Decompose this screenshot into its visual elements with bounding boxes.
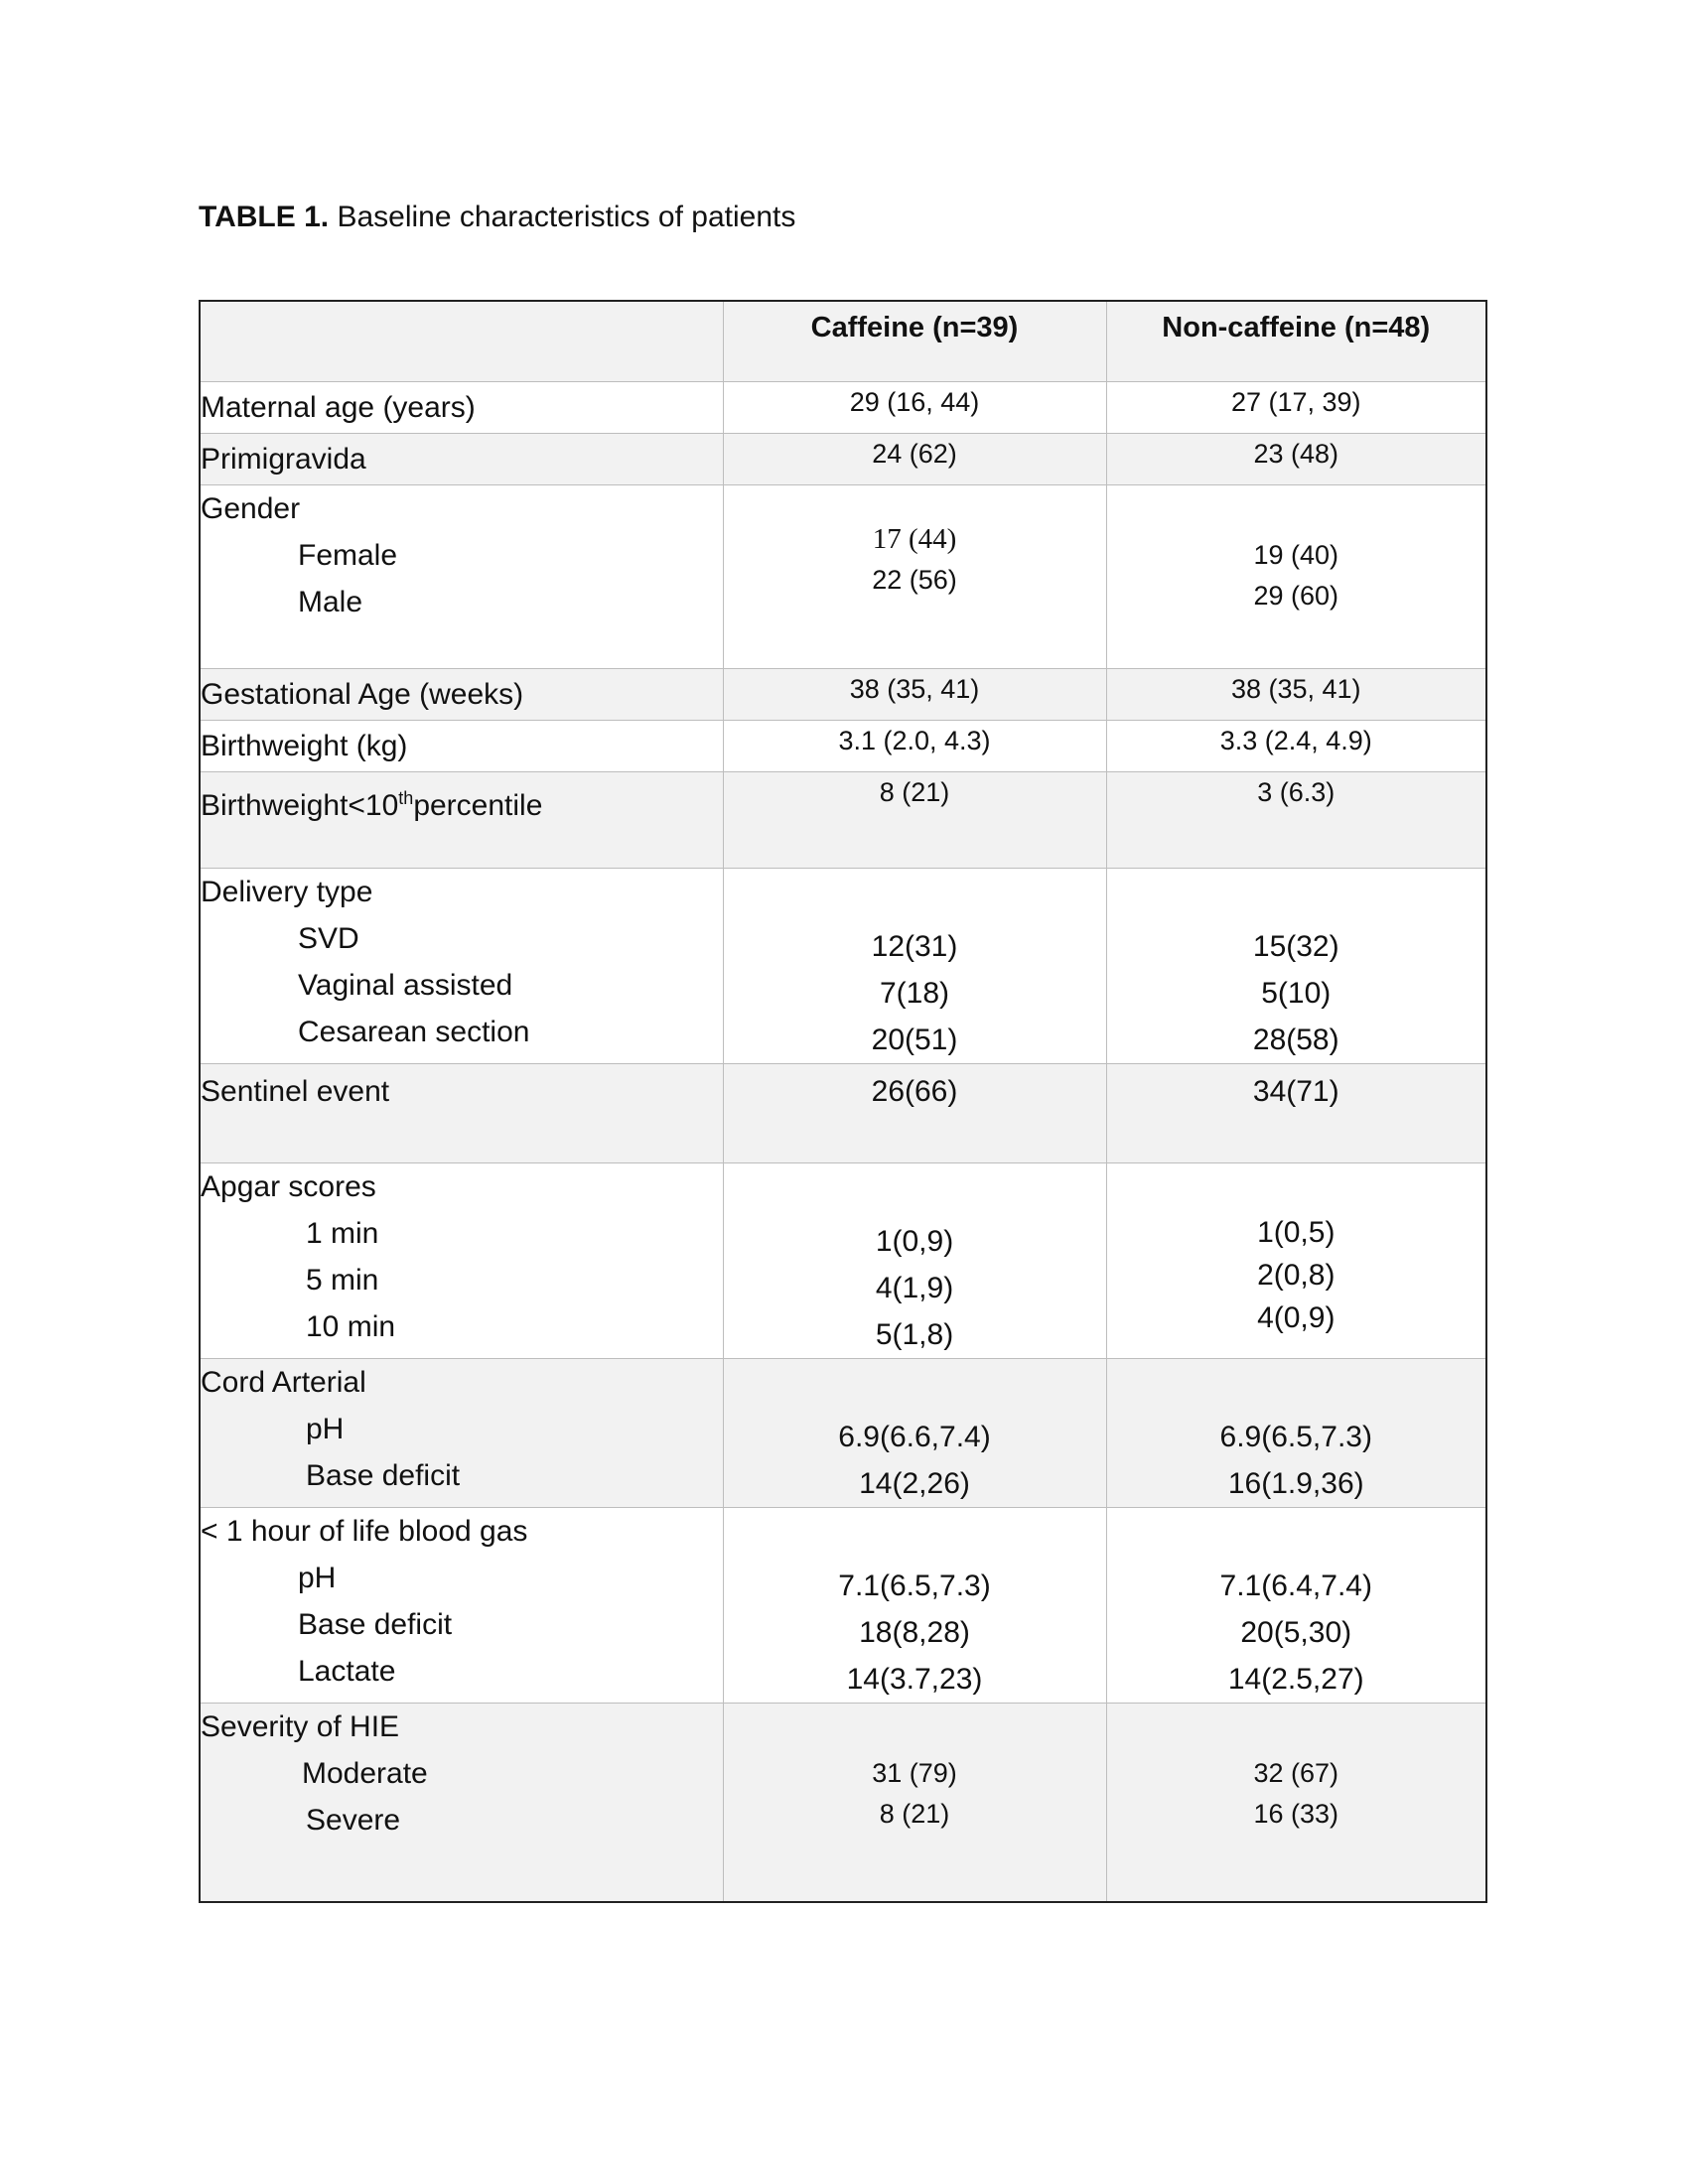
cell-noncaffeine bbox=[1106, 1359, 1486, 1508]
row-label: < 1 hour of life blood gas bbox=[201, 1515, 528, 1548]
row-sublabel: 1 min bbox=[306, 1217, 379, 1250]
row-sublabel: Cesarean section bbox=[298, 1016, 530, 1048]
cell-value: 4(0,9) bbox=[1257, 1301, 1336, 1334]
cell-value: 6.9(6.5,7.3) bbox=[1219, 1421, 1372, 1453]
cell-caffeine bbox=[723, 1359, 1106, 1508]
row-sublabel: Moderate bbox=[302, 1757, 428, 1790]
table-row bbox=[200, 1359, 1486, 1508]
row-sublabel: Vaginal assisted bbox=[298, 969, 513, 1002]
row-sublabel: pH bbox=[306, 1413, 345, 1445]
cell-caffeine: 3.1 (2.0, 4.3) bbox=[723, 721, 1106, 772]
row-label: Maternal age (years) bbox=[200, 382, 723, 434]
cell-value: 5(1,8) bbox=[875, 1318, 954, 1351]
header-row bbox=[200, 301, 1486, 382]
row-label: Primigravida bbox=[200, 434, 723, 485]
row-sublabel: SVD bbox=[298, 922, 359, 955]
cell-value: 7.1(6.5,7.3) bbox=[838, 1570, 991, 1602]
row-sublabel: 5 min bbox=[306, 1264, 379, 1297]
cell-value: 15(32) bbox=[1252, 930, 1339, 963]
caption-number: TABLE 1. bbox=[199, 201, 330, 233]
table-row bbox=[200, 1064, 1486, 1163]
cell-value: 4(1,9) bbox=[875, 1272, 954, 1304]
row-label: Apgar scores bbox=[201, 1170, 376, 1203]
cell-noncaffeine bbox=[1106, 1704, 1486, 1902]
row-label: Birthweight (kg) bbox=[200, 721, 723, 772]
row-sublabel: Base deficit bbox=[298, 1608, 453, 1641]
table-row bbox=[200, 721, 1486, 772]
cell-value: 7(18) bbox=[879, 977, 950, 1010]
cell-caffeine: 26(66) bbox=[723, 1064, 1106, 1163]
row-label-group bbox=[200, 485, 723, 669]
row-label: Cord Arterial bbox=[201, 1366, 366, 1399]
cell-noncaffeine bbox=[1106, 869, 1486, 1064]
cell-value: 28(58) bbox=[1252, 1024, 1339, 1056]
header-caffeine: Caffeine (n=39) bbox=[723, 301, 1106, 382]
table-row bbox=[200, 434, 1486, 485]
row-sublabel: 10 min bbox=[306, 1310, 396, 1343]
cell-value: 22 (56) bbox=[872, 565, 957, 595]
row-label-group bbox=[200, 1359, 723, 1508]
cell-caffeine: 8 (21) bbox=[723, 772, 1106, 869]
cell-value: 29 (60) bbox=[1253, 581, 1339, 611]
cell-caffeine bbox=[723, 485, 1106, 669]
row-label-group bbox=[200, 1508, 723, 1704]
cell-caffeine: 24 (62) bbox=[723, 434, 1106, 485]
row-sublabel: Lactate bbox=[298, 1655, 396, 1688]
cell-caffeine: 38 (35, 41) bbox=[723, 669, 1106, 721]
baseline-table bbox=[199, 300, 1487, 1903]
table-row bbox=[200, 669, 1486, 721]
cell-value: 20(51) bbox=[871, 1024, 958, 1056]
cell-value: 14(2.5,27) bbox=[1227, 1663, 1364, 1696]
row-label bbox=[200, 772, 723, 869]
cell-value: 1(0,9) bbox=[875, 1225, 954, 1258]
cell-noncaffeine: 23 (48) bbox=[1106, 434, 1486, 485]
row-label-group bbox=[200, 1163, 723, 1359]
row-label: Severity of HIE bbox=[201, 1710, 400, 1743]
row-sublabel: Male bbox=[298, 586, 363, 618]
cell-noncaffeine: 38 (35, 41) bbox=[1106, 669, 1486, 721]
table-caption bbox=[199, 201, 795, 234]
row-sublabel: Severe bbox=[306, 1804, 401, 1837]
cell-value: 8 (21) bbox=[879, 1799, 950, 1829]
table-row bbox=[200, 869, 1486, 1064]
cell-value: 31 (79) bbox=[872, 1758, 957, 1788]
cell-value: 1(0,5) bbox=[1257, 1216, 1336, 1249]
row-sublabel: Base deficit bbox=[306, 1459, 461, 1492]
cell-value: 5(10) bbox=[1261, 977, 1332, 1010]
cell-value: 17 (44) bbox=[872, 523, 957, 555]
cell-value: 20(5,30) bbox=[1240, 1616, 1352, 1649]
cell-noncaffeine: 27 (17, 39) bbox=[1106, 382, 1486, 434]
table-row bbox=[200, 772, 1486, 869]
row-label: Gestational Age (weeks) bbox=[200, 669, 723, 721]
row-label: Delivery type bbox=[201, 876, 373, 908]
label-superscript: th bbox=[398, 788, 414, 808]
cell-noncaffeine bbox=[1106, 1508, 1486, 1704]
cell-value: 16(1.9,36) bbox=[1227, 1467, 1364, 1500]
cell-value: 19 (40) bbox=[1253, 540, 1339, 570]
cell-noncaffeine: 34(71) bbox=[1106, 1064, 1486, 1163]
cell-noncaffeine bbox=[1106, 485, 1486, 669]
label-part: percentile bbox=[413, 789, 543, 822]
table-row bbox=[200, 1704, 1486, 1902]
label-part: Birthweight<10 bbox=[201, 789, 399, 822]
cell-noncaffeine bbox=[1106, 1163, 1486, 1359]
row-sublabel: Female bbox=[298, 539, 398, 572]
cell-caffeine bbox=[723, 869, 1106, 1064]
caption-text: Baseline characteristics of patients bbox=[329, 201, 796, 233]
cell-value: 6.9(6.6,7.4) bbox=[838, 1421, 991, 1453]
row-label-group bbox=[200, 869, 723, 1064]
cell-caffeine bbox=[723, 1163, 1106, 1359]
row-label: Sentinel event bbox=[200, 1064, 723, 1163]
table-row bbox=[200, 382, 1486, 434]
cell-value: 7.1(6.4,7.4) bbox=[1219, 1570, 1372, 1602]
row-sublabel: pH bbox=[298, 1562, 337, 1594]
table-row bbox=[200, 485, 1486, 669]
table-row bbox=[200, 1508, 1486, 1704]
cell-value: 14(2,26) bbox=[859, 1467, 970, 1500]
cell-caffeine bbox=[723, 1508, 1106, 1704]
cell-noncaffeine: 3 (6.3) bbox=[1106, 772, 1486, 869]
cell-value: 14(3.7,23) bbox=[846, 1663, 983, 1696]
header-noncaffeine: Non-caffeine (n=48) bbox=[1106, 301, 1486, 382]
cell-caffeine bbox=[723, 1704, 1106, 1902]
cell-value: 32 (67) bbox=[1253, 1758, 1339, 1788]
table-row bbox=[200, 1163, 1486, 1359]
cell-value: 16 (33) bbox=[1253, 1799, 1339, 1829]
cell-value: 12(31) bbox=[871, 930, 958, 963]
cell-caffeine: 29 (16, 44) bbox=[723, 382, 1106, 434]
cell-noncaffeine: 3.3 (2.4, 4.9) bbox=[1106, 721, 1486, 772]
row-label: Gender bbox=[201, 492, 301, 525]
header-blank bbox=[200, 301, 723, 382]
row-label-group bbox=[200, 1704, 723, 1902]
cell-value: 2(0,8) bbox=[1257, 1259, 1336, 1292]
cell-value: 18(8,28) bbox=[859, 1616, 970, 1649]
